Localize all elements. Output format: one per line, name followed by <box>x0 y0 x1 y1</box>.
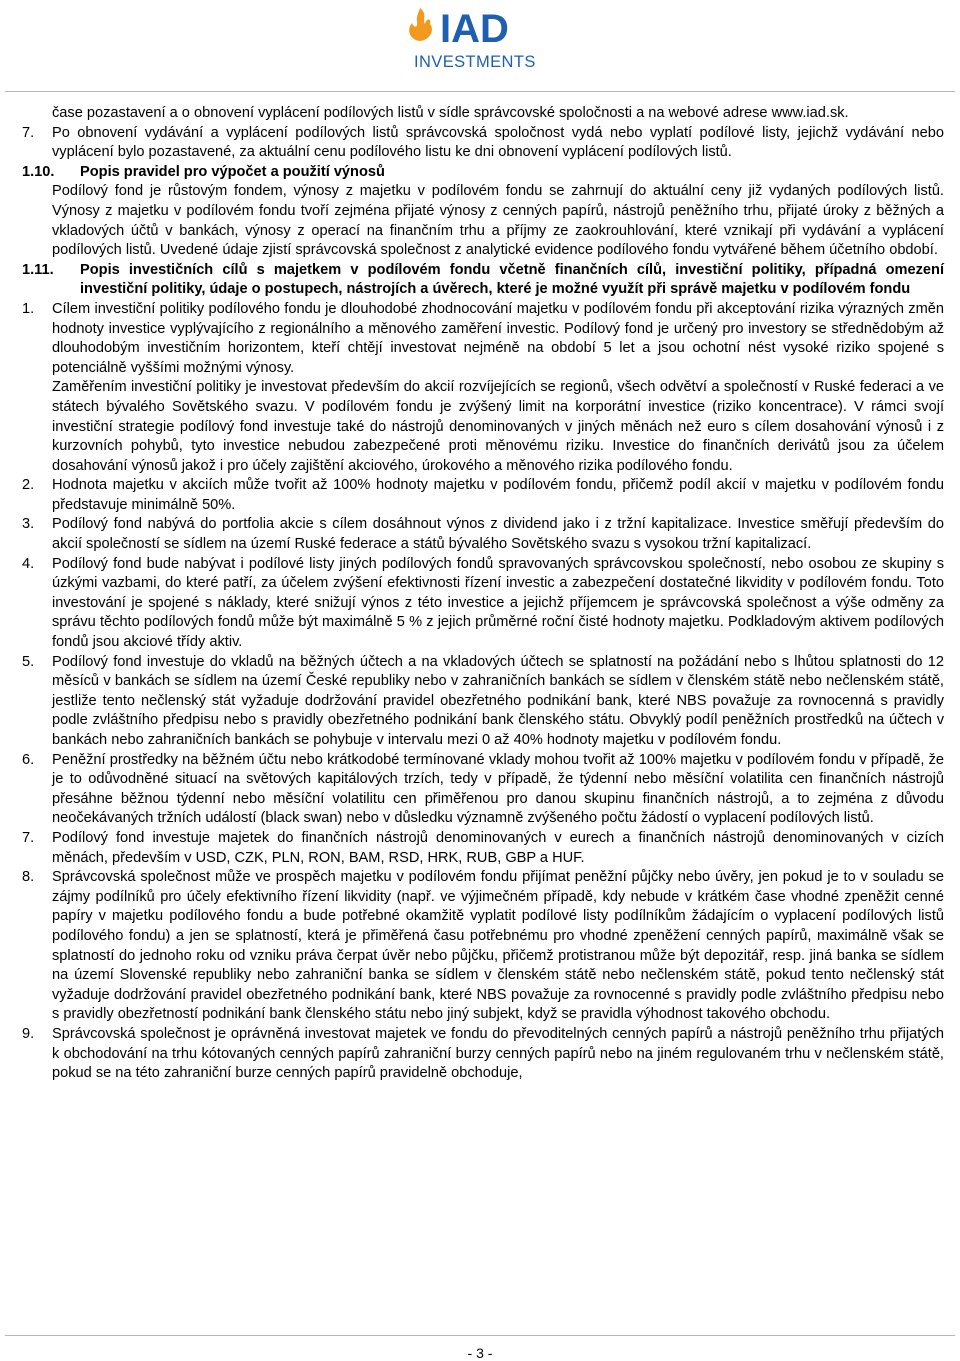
list-item-8 <box>22 868 944 1025</box>
item-text: Správcovská společnost může ve prospěch majetku v podílovém fondu přijímat peněžní půjčky nebo úvěry, jen pokud je to v souladu se zájmy podílníků pro účely efektivního řízení likvidity (např. ve výjimečném případě, kdy nebude v krátkém čase vhodné zpeněžit cenné papíry v majetku podílového fondu a bude potřebné okamžitě vyplatit podílové listy podílníkům žádajícím o vyplacení podílových listů podílového fondu) a jen se splatností, která je přiměřená času potřebnému pro vhodné zpeněžení cenných papírů, maximálně však se splatností do jednoho roku od vzniku práva čerpat úvěr nebo půjčku, přičemž protistranou může být depozitář, resp. jiná banka se sídlem na území Slovenské republiky nebo zahraniční banka se sídlem v členském státě nebo nečlenském státě, pokud tento nečlenský stát vyžaduje dodržování pravidel obezřetného podnikání bank, které NBS považuje za rovnocenné s pravidly podle zvláštního předpisu nebo s pravidly obezřetností podnikání bank členského státu nebo jiný subjekt, když se pravidla výhodnost takového obchodu. <box>52 869 944 1023</box>
list-item-3 <box>22 515 944 554</box>
footer-divider <box>5 1335 955 1336</box>
item-text: Podílový fond nabývá do portfolia akcie s cílem dosáhnout výnos z dividend jako i z tržní kapitalizace. Investice směřují především do akcií společností se sídlem na území Ruské federace a států bývalého Sovětského svazu s vysokou tržní kapitalizací. <box>52 516 944 553</box>
logo-brand: IAD <box>440 7 509 51</box>
item-text: Správcovská společnost je oprávněná investovat majetek ve fondu do převoditelných cenných papírů a nástrojů peněžního trhu přijatých k obchodování na trhu kótovaných cenných papírů zahraniční burzy cenných papírů nebo na jiném regulovaném trhu v nečlenském státě, pokud se na této zahraniční burze cenných papírů pravidelně obchoduje, <box>52 1025 944 1082</box>
logo-subtitle: INVESTMENTS <box>414 53 536 71</box>
item-number: 9. <box>22 1025 35 1042</box>
item-text: Podílový fond bude nabývat i podílové listy jiných podílových fondů spravovaných správcovskou společností, nebo osobou ze skupiny s úzkými vazbami, do které patří, za účelem zvýšení efektivnosti řízení investic a zabezpečení dostatečné likvidity v podílovém fondu. Toto investování je spojené s náklady, které snižují výnos z této investice a jejichž příjemcem je správcovská společnost a výše odměny za správu těchto podílových fondů může být maximálně 5 % z jejich průměrné roční čisté hodnoty majetku. Podkladovým aktivem podílových fondů jsou akciové třídy aktiv. <box>52 555 944 651</box>
section-number: 1.11. <box>22 261 54 278</box>
list-item-6 <box>22 751 944 829</box>
item-number: 2. <box>22 477 35 494</box>
list-item-9 <box>22 1025 944 1084</box>
item-number: 1. <box>22 300 35 317</box>
item-text: Podílový fond investuje do vkladů na běžných účtech a na vkladových účtech se splatností na požádání nebo s lhůtou splatnosti do 12 měsíců v bankách se sídlem na území České republiky nebo v zahraničních bankách se sídlem v členském státě nebo nečlenském státě, jestliže tento nečlenský stát vyžaduje dodržování pravidel obezřetného podnikání bank, které NBS považuje za rovnocenná s pravidly podle zvláštního předpisu nebo s pravidly obezřetného podnikání bank členského státu. Obvyklý podíl peněžních prostředků na účtech v bankách nebo zahraničních bankách se pohybuje v intervalu mezi 0 až 40% hodnoty majetku v podílovém fondu. <box>52 653 944 748</box>
item-number: 6. <box>22 751 35 768</box>
item-text: Po obnovení vydávání a vyplácení podílových listů správcovská spoločnost vydá nebo vyplatí podílové listy, jejichž vydávání nebo vyplácení bylo pozastavené, za aktuální cenu podílového listu ke dni obnovení vyplácení podílových listů. <box>52 124 944 161</box>
item-number: 8. <box>22 869 35 886</box>
item-text: Hodnota majetku v akciích může tvořit až 100% hodnoty majetku v podílovém fondu, přičemž podíl akcií v majetku v podílovém fondu představuje minimálně 50%. <box>52 477 944 513</box>
header-divider <box>5 91 955 92</box>
list-item-2 <box>22 476 944 515</box>
logo-flame-icon <box>409 8 432 41</box>
list-item-1-continuation: Zaměřením investiční politiky je investovat především do akcií rozvíjejících se regionů, všech odvětví a společností v Ruské federaci a ve státech bývalého Sovětského svazu. V podílovém fondu je zvýšený limit na korporátní investice (riziko koncentrace). V rámci svojí investiční strategie podílový fond investuje také do nástrojů denominovaných v jiných měnách než euro s cílem dosahování výnosů i z kurzovních pohybů, tyto investice nebudou zabezpečené proti měnovému riziku. Investice do finančních derivátů jsou za účelem dosahování výnosů jakož i pro účely zajištění akciového, úrokového a měnového rizika podílového fondu. <box>52 379 944 474</box>
item-text: Peněžní prostředky na běžném účtu nebo krátkodobé termínované vklady mohou tvořit až 100% majetku v podílovém fondu v případě, že je to odůvodněné situací na světových kapitálových trzích, tedy v případě, že týdenní nebo měsíční volatilita cen finančních nástrojů přesáhne běžnou týdenní nebo měsíční volatilitu cen přiměřenou pro danou skupinu finančních nástrojů, a to zejména z důvodu neočekávaných tržních událostí (black swan) nebo v důsledku významně zvýšeného počtu žádostí o vyplacení podílových listů. <box>52 751 944 827</box>
page-header <box>0 0 960 92</box>
iad-logo <box>398 4 568 72</box>
section-heading-1-10 <box>22 163 944 183</box>
item-text: Podílový fond investuje majetek do finančních nástrojů denominovaných v eurech a finančních nástrojů denominovaných v cizích měnách, především v USD, CZK, PLN, RON, BAM, RSD, HRK, RUB, GBP a HUF. <box>52 829 944 866</box>
item-text: Cílem investiční politiky podílového fondu je dlouhodobé zhodnocování majetku v podílovém fondu při akceptování rizika výrazných změn hodnoty investice vyplývajícího z regionálního a měnového zaměření investic. Podílový fond je určený pro investory se střednědobým až dlouhodobým investičním horizontem, kteří chtějí investovat nejméně na období 5 let a jsou ochotní nést vysoké riziko spojené s potenciálně vyššími možnými výnosy. <box>52 300 944 376</box>
document-body <box>22 104 944 1084</box>
section-heading-1-11 <box>22 261 944 300</box>
list-item-7b <box>22 829 944 868</box>
item-number: 7. <box>22 124 35 141</box>
item-number: 3. <box>22 516 35 533</box>
list-item-7 <box>22 124 944 163</box>
continued-paragraph: čase pozastavení a o obnovení vyplácení podílových listů v sídle správcovské spoločnosti a na webové adrese www.iad.sk. <box>52 105 849 121</box>
page-number: - 3 - <box>467 1345 493 1361</box>
list-item-5 <box>22 653 944 751</box>
section-title: Popis pravidel pro výpočet a použití výnosů <box>80 163 385 180</box>
list-item-1 <box>22 300 944 378</box>
section-title: Popis investičních cílů s majetkem v podílovém fondu včetně finančních cílů, investiční politiky, případná omezení investiční politiky, údaje o postupech, nástrojích a úvěrech, které je možné využít při správě majetku v podílovém fondu <box>80 261 944 298</box>
section-number: 1.10. <box>22 163 55 180</box>
section-paragraph: Podílový fond je růstovým fondem, výnosy z majetku v podílovém fondu se zahrnují do aktuální ceny již vydaných podílových listů. Výnosy z majetku v podílovém fondu tvoří zejména přijaté výnosy z cenných papírů, nástrojů peněžního trhu, přijaté úroky z běžných a vkladových účtů v bankách, výnosy z operací na finančním trhu a příjmy ze zaokrouhlování, které vznikají při vydávání a vyplácení podílových listů. Uvedené údaje zjistí správcovská společnost z analytické evidence podílového fondu vytvářené během účetního období. <box>52 183 944 259</box>
item-number: 5. <box>22 653 35 670</box>
item-number: 7. <box>22 829 35 846</box>
item-number: 4. <box>22 555 35 572</box>
list-item-4 <box>22 555 944 653</box>
